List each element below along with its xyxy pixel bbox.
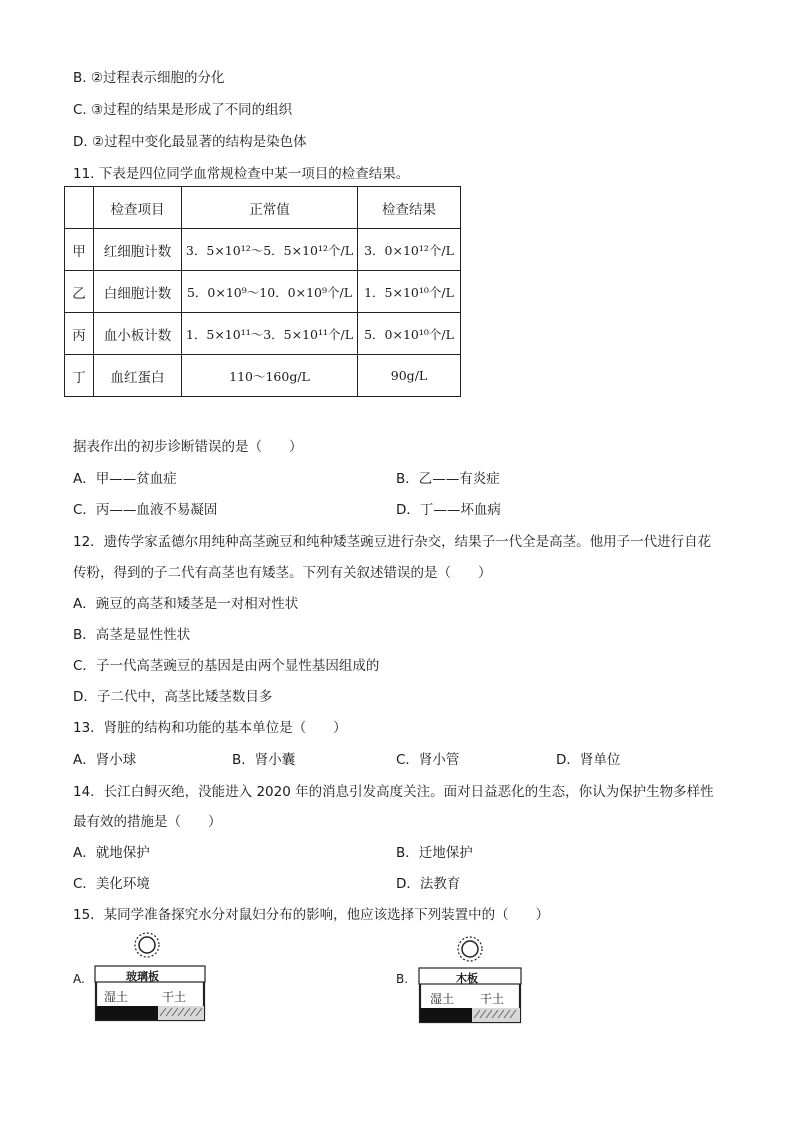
table-cell: 红细胞计数 — [94, 229, 182, 271]
q14-stem-line1: 14．长江白鲟灭绝，没能进入 2020 年的消息引发高度关注。面对日益恶化的生态，你认为保护生物多样性 — [73, 784, 714, 800]
wet-soil-label: 湿土 — [104, 990, 129, 1004]
q14-option-d: D．法教育 — [396, 876, 461, 892]
cover-label: 木板 — [456, 972, 478, 985]
q13-option-b: B．肾小囊 — [232, 752, 296, 768]
table-cell: 血红蛋白 — [94, 355, 182, 397]
table-cell: 乙 — [65, 271, 94, 313]
dry-soil — [472, 1008, 520, 1022]
table-cell: 白细胞计数 — [94, 271, 182, 313]
q11-prompt: 据表作出的初步诊断错误的是（ ） — [73, 439, 303, 455]
table-header-cell — [65, 187, 94, 229]
table-cell: 3．0×10¹²个/L — [358, 229, 461, 271]
cover-label: 玻璃板 — [126, 970, 159, 983]
q13-option-a: A．肾小球 — [73, 752, 137, 768]
q12-option-d: D．子二代中，高茎比矮茎数目多 — [73, 689, 273, 705]
wet-soil — [420, 1008, 472, 1022]
table-header-row — [65, 187, 461, 229]
table-cell: 5．0×10¹⁰个/L — [358, 313, 461, 355]
q12-stem-line1: 12．遗传学家孟德尔用纯种高茎豌豆和纯种矮茎豌豆进行杂交，结果子一代全是高茎。他用子一代进行自花 — [73, 534, 712, 550]
table-header-cell: 检查项目 — [94, 187, 182, 229]
table-cell: 3．5×10¹²～5．5×10¹²个/L — [182, 229, 358, 271]
table-row — [65, 355, 461, 397]
table-cell: 5．0×10⁹～10．0×10⁹个/L — [182, 271, 358, 313]
q12-option-c: C．子一代高茎豌豆的基因是由两个显性基因组成的 — [73, 658, 380, 674]
q10-option-b: B. ②过程表示细胞的分化 — [73, 70, 225, 86]
q12-stem-line2: 传粉，得到的子二代有高茎也有矮茎。下列有关叙述错误的是（ ） — [73, 565, 492, 581]
dry-soil-label: 干土 — [162, 990, 187, 1004]
q11-option-c: C．丙——血液不易凝固 — [73, 502, 218, 518]
q12-option-b: B．高茎是显性性状 — [73, 627, 191, 643]
q11-option-d: D．丁——坏血病 — [396, 502, 501, 518]
table-cell: 甲 — [65, 229, 94, 271]
table-cell: 90g/L — [358, 355, 461, 397]
q13-stem: 13．肾脏的结构和功能的基本单位是（ ） — [73, 720, 347, 736]
q14-option-a: A．就地保护 — [73, 845, 150, 861]
dry-soil-label: 干土 — [480, 992, 505, 1006]
table-cell: 丁 — [65, 355, 94, 397]
q11-stem: 11. 下表是四位同学血常规检查中某一项目的检查结果。 — [73, 166, 410, 182]
table-cell: 血小板计数 — [94, 313, 182, 355]
q11-option-a: A．甲——贫血症 — [73, 471, 177, 487]
table-header-cell: 正常值 — [182, 187, 358, 229]
q15-option-b-letter: B. — [396, 972, 409, 986]
table-header-cell: 检查结果 — [358, 187, 461, 229]
q11-option-b: B．乙——有炎症 — [396, 471, 500, 487]
blood-test-table — [64, 186, 461, 397]
table-row — [65, 271, 461, 313]
table-cell: 丙 — [65, 313, 94, 355]
q12-option-a: A．豌豆的高茎和矮茎是一对相对性状 — [73, 596, 299, 612]
q10-option-d: D. ②过程中变化最显著的结构是染色体 — [73, 134, 307, 150]
q14-stem-line2: 最有效的措施是（ ） — [73, 814, 222, 830]
q14-option-b: B．迁地保护 — [396, 845, 473, 861]
table-cell: 1．5×10¹¹～3．5×10¹¹个/L — [182, 313, 358, 355]
q13-option-c: C．肾小管 — [396, 752, 460, 768]
table-row — [65, 313, 461, 355]
q15-option-a-letter: A. — [73, 972, 85, 986]
table-cell: 1．5×10¹⁰个/L — [358, 271, 461, 313]
q13-option-d: D．肾单位 — [556, 752, 621, 768]
wet-soil — [96, 1006, 158, 1020]
dry-soil — [158, 1006, 204, 1020]
table-cell: 110～160g/L — [182, 355, 358, 397]
q15-figure-a — [94, 930, 206, 1026]
wet-soil-label: 湿土 — [430, 992, 455, 1006]
q14-option-c: C．美化环境 — [73, 876, 150, 892]
sun-icon — [135, 933, 159, 957]
q10-option-c: C. ③过程的结果是形成了不同的组织 — [73, 102, 293, 118]
table-row — [65, 229, 461, 271]
q15-stem: 15．某同学准备探究水分对鼠妇分布的影响，他应该选择下列装置中的（ ） — [73, 907, 550, 923]
sun-icon — [458, 937, 482, 961]
q15-figure-b — [418, 934, 522, 1026]
